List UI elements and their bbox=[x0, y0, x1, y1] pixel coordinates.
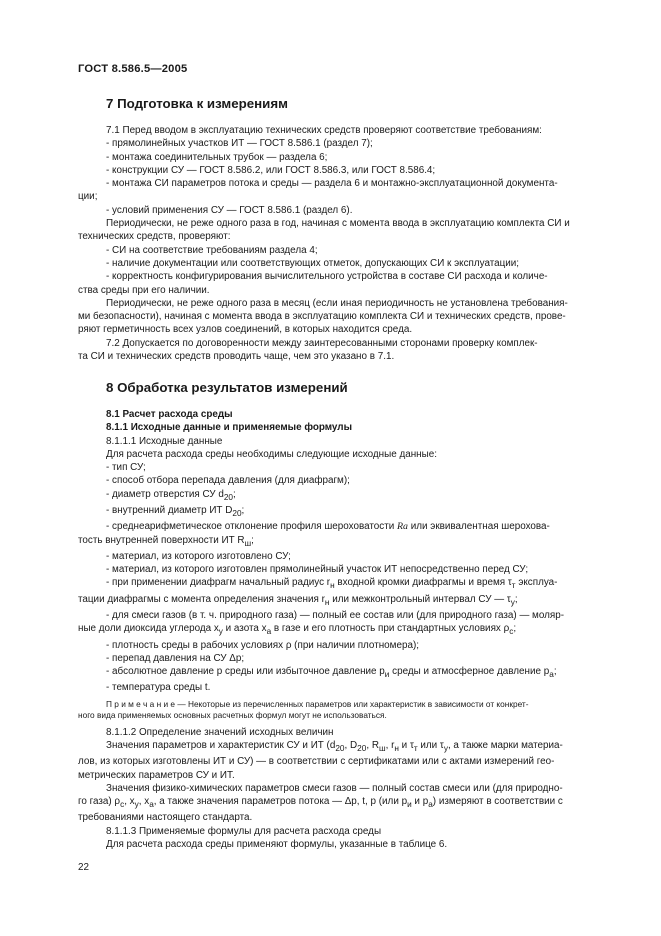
paragraph-cont: требованиями настоящего стандарта. bbox=[78, 812, 253, 824]
paragraph-cont: метрических параметров СУ и ИТ. bbox=[78, 769, 235, 781]
list-item-cont: ства среды при его наличии. bbox=[78, 284, 210, 296]
list-item: - способ отбора перепада давления (для диафрагм); bbox=[106, 475, 350, 487]
list-item-cont: тации диафрагмы с момента определения значения $r_н$ или межконтрольный интервал СУ — $\tau_у$; bbox=[78, 593, 518, 607]
subsection-heading: 8.1.1.1 Исходные данные bbox=[106, 435, 223, 447]
list-item: - тип СУ; bbox=[106, 462, 146, 474]
list-item-cont: тость внутренней поверхности ИТ $R_ш$; bbox=[78, 534, 254, 548]
list-item: - корректность конфигурирования вычислительного устройства в составе СИ расхода и количе- bbox=[106, 271, 548, 283]
note-cont: ного вида применяемых основных расчетных формул могут не использоваться. bbox=[78, 710, 387, 721]
paragraph-cont: лов, из которых изготовлены ИТ и СУ) — в соответствии с сертификатами или с актами измерений гео- bbox=[78, 756, 555, 768]
paragraph-cont: ми безопасности), начиная с момента ввода в эксплуатацию комплекта СИ и технических средств, прове- bbox=[78, 311, 566, 323]
list-item-cont: ции; bbox=[78, 191, 98, 203]
paragraph: Для расчета расхода среды применяют формулы, указанные в таблице 6. bbox=[106, 839, 448, 851]
paragraph: Значения параметров и характеристик СУ и ИТ ($d_{20}$, $D_{20}$, $R_ш$, $r_н$ и $\tau_т$ или $\tau_у$, а также марки материа- bbox=[106, 740, 563, 753]
list-item: - материал, из которого изготовлено СУ; bbox=[106, 550, 291, 562]
list-item-cont: ные доли диоксида углерода $x_у$ и азота $x_а$ в газе и его плотность при стандартных условиях $\rho_с$; bbox=[78, 623, 517, 637]
subsection-heading: 8.1 Расчет расхода среды bbox=[106, 409, 233, 420]
list-item: - наличие документации или соответствующих отметок, допускающих СИ к эксплуатации; bbox=[106, 257, 520, 269]
list-item: - монтажа СИ параметров потока и среды — раздела 6 и монтажно-эксплуатационной документа- bbox=[106, 178, 558, 190]
list-item: - перепад давления на СУ Δp; bbox=[106, 652, 245, 664]
list-item: - для смеси газов (в т. ч. природного газа) — полный ее состав или (для природного газа) — моляр- bbox=[106, 610, 565, 621]
subsection-heading: 8.1.1 Исходные данные и применяемые формулы bbox=[106, 422, 353, 434]
section-7-heading: 7 Подготовка к измерениям bbox=[106, 96, 288, 111]
document-header: ГОСТ 8.586.5—2005 bbox=[78, 63, 188, 75]
list-item: - диаметр отверстия СУ $d_{20}$; bbox=[106, 488, 236, 502]
list-item: - прямолинейных участков ИТ — ГОСТ 8.586.1 (раздел 7); bbox=[106, 138, 373, 150]
list-item: - условий применения СУ — ГОСТ 8.586.1 (раздел 6). bbox=[106, 204, 353, 216]
list-item: - материал, из которого изготовлен прямолинейный участок ИТ непосредственно перед СУ; bbox=[106, 564, 529, 576]
note: П р и м е ч а н и е — Некоторые из перечисленных параметров или характеристик в зависимости от конкрет- bbox=[106, 698, 529, 709]
paragraph: Периодически, не реже одного раза в год, начиная с момента ввода в эксплуатацию комплекта СИ и bbox=[106, 218, 570, 230]
section-7-body bbox=[78, 124, 583, 363]
paragraph: 7.1 Перед вводом в эксплуатацию технических средств проверяют соответствие требованиям: bbox=[106, 125, 542, 136]
list-item: - СИ на соответствие требованиям раздела 4; bbox=[106, 244, 318, 256]
paragraph-cont: го газа) $\rho_с$, $x_у$, $x_а$, а также значения параметров потока — Δp, t, p (или $p_и$ и $p_а$) измеряют в соответствии с bbox=[78, 796, 563, 810]
subsection-heading: 8.1.1.3 Применяемые формулы для расчета расхода среды bbox=[106, 825, 382, 837]
list-item: - при применении диафрагм начальный радиус $r_н$ входной кромки диафрагмы и время $\tau_т$ эксплуа- bbox=[106, 577, 558, 591]
paragraph-cont: ряют герметичность всех узлов соединений, в которых находится среда. bbox=[78, 324, 413, 336]
list-item: - абсолютное давление p среды или избыточное давление $p_и$ среды и атмосферное давление $p_а$; bbox=[106, 666, 557, 680]
list-item: - внутренний диаметр ИТ $D_{20}$; bbox=[106, 505, 245, 519]
section-8-heading: 8 Обработка результатов измерений bbox=[106, 380, 348, 395]
list-item: - конструкции СУ — ГОСТ 8.586.2, или ГОСТ 8.586.3, или ГОСТ 8.586.4; bbox=[106, 164, 436, 176]
paragraph-cont: та СИ и технических средств проводить чаще, чем это указано в 7.1. bbox=[78, 351, 395, 363]
list-item: - среднеарифметическое отклонение профиля шероховатости Ra или эквивалентная шерохова- bbox=[106, 521, 550, 533]
paragraph: Для расчета расхода среды необходимы следующие исходные данные: bbox=[106, 448, 437, 460]
list-item: - монтажа соединительных трубок — раздела 6; bbox=[106, 151, 328, 163]
paragraph: Значения физико-химических параметров смеси газов — полный состав смеси или (для природно- bbox=[106, 782, 563, 794]
paragraph: 7.2 Допускается по договоренности между заинтересованными сторонами проверку комплек- bbox=[106, 337, 538, 349]
list-item: - температура среды t. bbox=[106, 682, 211, 694]
section-8-body bbox=[78, 408, 583, 851]
paragraph: Периодически, не реже одного раза в месяц (если иная периодичность не установлена требования- bbox=[106, 297, 568, 309]
list-item: - плотность среды в рабочих условиях ρ (при наличии плотномера); bbox=[106, 639, 419, 651]
paragraph-cont: технических средств, проверяют: bbox=[78, 231, 231, 243]
page-number: 22 bbox=[78, 862, 89, 873]
subsection-heading: 8.1.1.2 Определение значений исходных величин bbox=[106, 726, 334, 738]
